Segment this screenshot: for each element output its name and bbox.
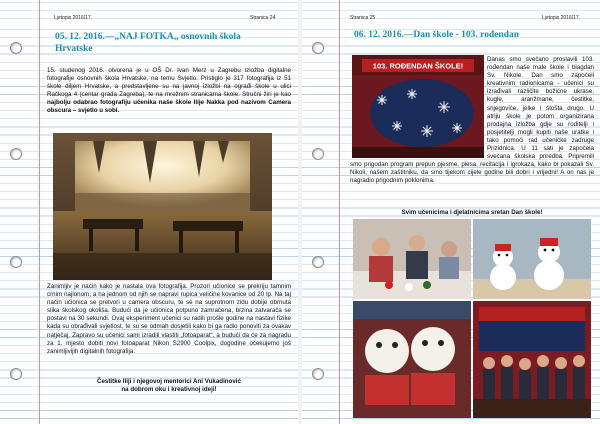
closing-line-2: na dobrom oku i kreativnoj ideji!	[121, 386, 217, 393]
header-left: Ljetopis 2016/17.	[54, 15, 93, 21]
body-paragraph	[350, 56, 594, 186]
margin-line	[339, 0, 340, 424]
binder-hole	[10, 42, 22, 54]
binder-hole	[10, 148, 22, 160]
intro-paragraph	[47, 67, 291, 116]
title-line-2: Hrvatske	[55, 44, 93, 54]
page-title: 06. 12. 2016.—Dan škole - 103. rođendan	[354, 30, 520, 40]
intro-bold-text: najbolju odabrao fotografiju učenika naše škole Ilije Nakka pod nazivom Camera obscura – svjetlo u sobi.	[47, 99, 291, 115]
page-number: Stranica 24	[250, 15, 276, 21]
closing-line-1: Čestitke Iliji i njegovoj mentorici Ani Vukadinović	[97, 378, 241, 385]
header-right: Ljetopis 2016/17.	[542, 15, 581, 21]
left-page	[0, 0, 298, 424]
page-number: Stranica 25	[350, 15, 376, 21]
binder-hole	[312, 148, 324, 160]
binder-hole	[312, 42, 324, 54]
binder-hole	[312, 368, 324, 380]
intro-text: 15. studenog 2016. otvorena je u OŠ Dr. Ivan Merz u Zagrebu izložba digitalne fotografije osnovnih škola Hrvatske, na temu Svjetlo. Pristiglo je 317 fotografija iz 51 škole diljem Hrvatske, a predstavljene su na javnoj izložbi na ograđi škole u ulici Račkoga 4 (centar grada Zagreba), te na mrežnim stranicama škole. Stručni žiri je kao	[47, 67, 291, 99]
right-page	[302, 0, 600, 424]
title-line-1: 05. 12. 2016.—„NAJ FOTKA„ osnovnih škola	[55, 32, 241, 42]
workshop-and-performance-photos	[353, 219, 591, 418]
margin-line	[39, 0, 40, 424]
binder-hole	[10, 256, 22, 268]
body-paragraph: Zanimljiv je način kako je nastala ova fotografija. Prozori učionice se prekriju tamnim crnim najlonom, a na jednom od njih se napravi rupica veličine kovanice od 20 lp. Na taj način učionica se pretvori u camera obscuru, te se na suprotnom zidu dobije obrnuta slika školskog okoliša. Budući da je učionica potpuno zamračena, brzina zatvarača se postavi na 30 sekundi. Ovaj eksperiment učenici su radili prošle godine na nastavi fizike kada su obrađivali svjetlost, te su se odmah dosjetili kako bi ga radio ponoviti za ovakav natječaj. Zapravo su učenici sami izradili vlastiti „fotoaparat“, a budući da će za nagradu za 1. mjesto dobiti novi fotoaparat Nikon S2900 Coolpix, dogodine očekujemo još zanimljivijih digitalnih fotografija.	[47, 283, 291, 355]
binder-hole	[312, 256, 324, 268]
photo-float-spacer	[350, 56, 487, 159]
camera-obscura-photo	[53, 133, 272, 280]
closing-line: Svim učenicima i djelatnicima sretan Dan škole!	[401, 209, 543, 216]
body-text: Danas smo svečano proslavili 103. rođendan naše male škole i blagdan Sv. Nikole. Dan smo započeli kreativnim radionicama - učenici su izrađivali različite božićne ukrase, kugle, aranžmane, čestitke, snjegoviće, jelke i štošta drugo. U atriju škole je potom organizirana prodajna izložba gdje su roditelji i posjetitelji mogli kupiti naše uratke i tako pomoći rad učeničke zadruge Prizidnica. U 11 sati je započela svečana školska priredba. Pripremili smo prigodan program prepun pjesme, plesa, recitacija i igrokaza, kako bi pokazali Sv. Nikoli, našem zaštitniku, da smo tijekom cijele godine bili dobri i vrijedni! A on nas je nagradio prigodnim poklonima.	[350, 56, 594, 185]
banner-text: 103. ROĐENDAN ŠKOLE!	[372, 61, 464, 71]
page-title	[55, 31, 291, 55]
binder-hole	[10, 368, 22, 380]
